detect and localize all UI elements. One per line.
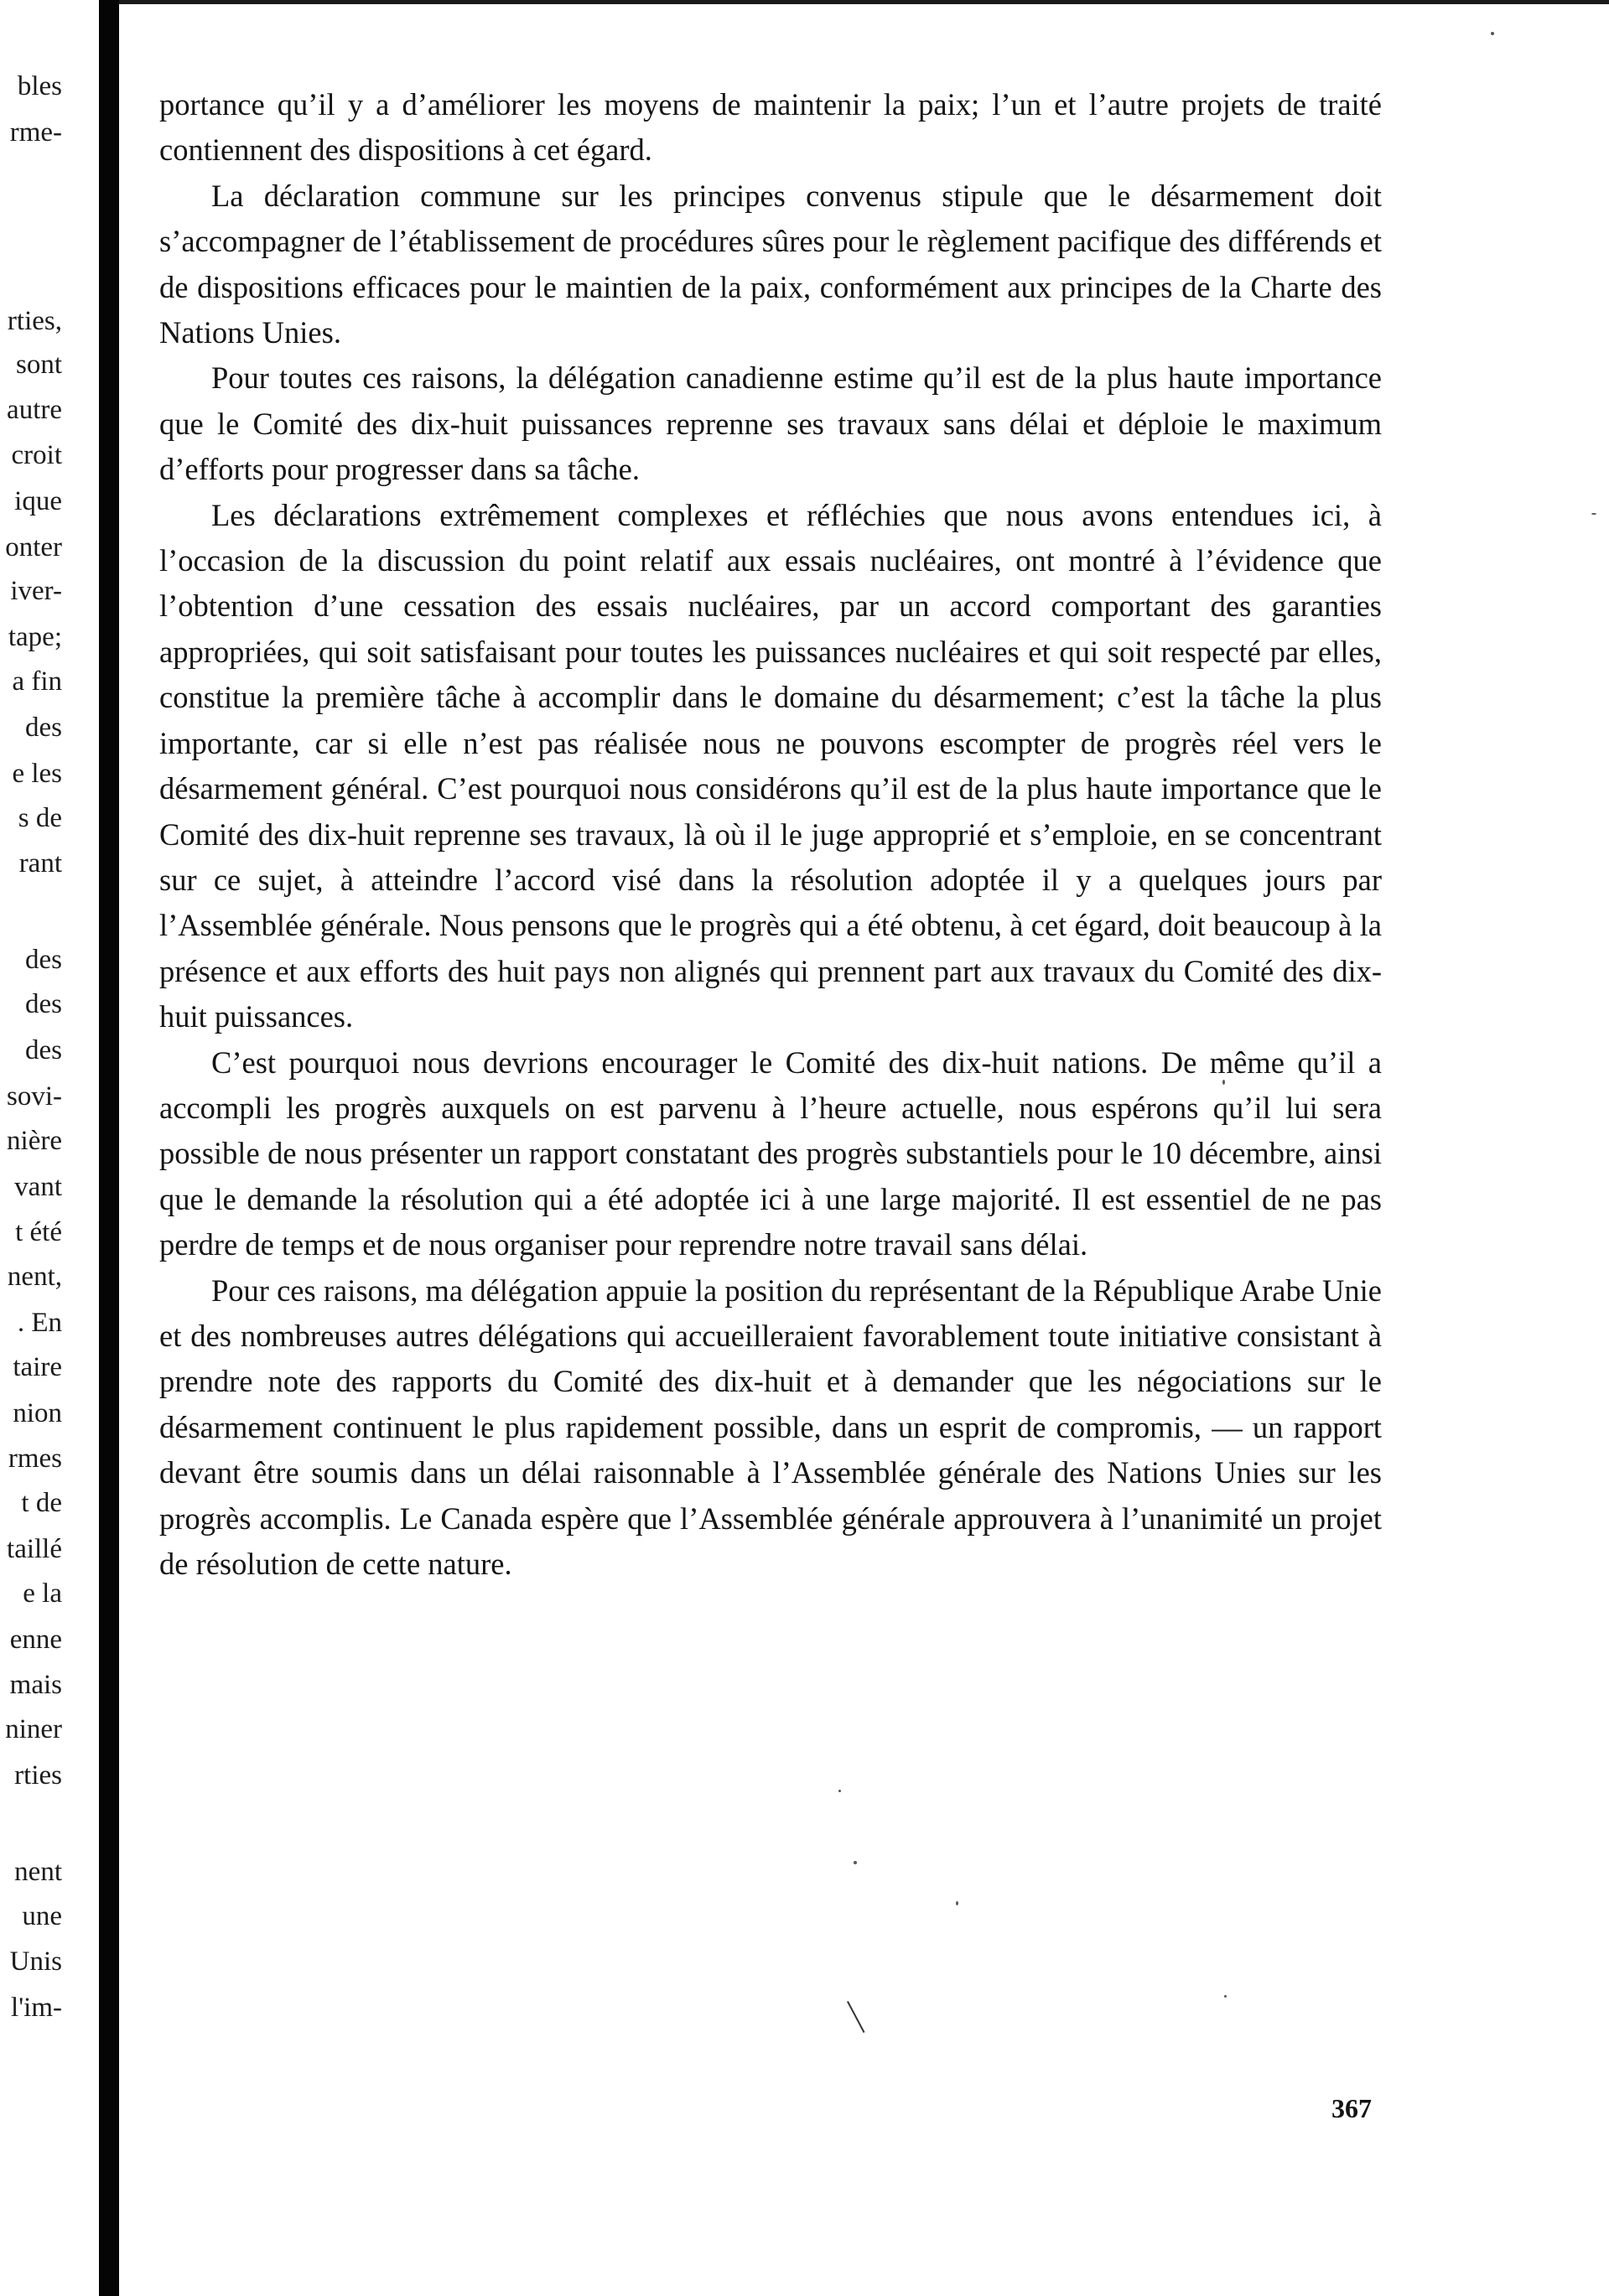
paragraph-6: Pour ces raisons, ma délégation appuie la position du représentant de la République Arabe Unie et des nombreuses autres délégations qui accueilleraient favorablement toute initiative consistant à prendre note des rapports du Comité des dix-huit et à demander que les négociations sur le désarmement continuent le plus rapidement possible, dans un esprit de compromis, — un rapport devant être soumis dans un délai raisonnable à l’Assemblée générale des Nations Unies sur les progrès accomplis. Le Canada espère que l’Assemblée générale approuvera à l’unanimité un projet de résolution de cette nature. — [159, 1272, 1382, 1581]
facing-page-fragment: rme- — [9, 117, 62, 148]
scan-speck — [838, 1790, 841, 1792]
paragraph-3: Pour toutes ces raisons, la délégation canadienne estime qu’il est de la plus haute importance que le Comité des dix-huit puissances reprenne ses travaux sans délai et déploie le maximum d’efforts pour progresser dans sa tâche. — [159, 360, 1382, 487]
scan-scratch — [847, 2001, 864, 2033]
facing-page-fragment: des — [25, 945, 62, 975]
paragraph-4: Les déclarations extrêmement complexes et réfléchies que nous avons entendues ici, à l’occasion de la discussion du point relatif aux essais nucléaires, ont montré à l’évidence que l’obtention d’une cessation des essais nucléaires, par un accord comportant des garanties appropriées, qui soit satisfaisant pour toutes les puissances nucléaires et qui soit respecté par elles, constitue la première tâche à accomplir dans le domaine du désarmement; c’est la tâche la plus importante, car si elle n’est pas réalisée nous ne pouvons escompter de progrès réel vers le désarmement général. C’est pourquoi nous considérons qu’il est de la plus haute importance que le Comité des dix-huit reprenne ses travaux, là où il le juge approprié et s’emploie, en se concentrant sur ce sujet, à atteindre l’accord visé dans la résolution adoptée il y a quelques jours par l’Assemblée générale. Nous pensons que le progrès qui a été obtenu, à cet égard, doit beaucoup à la présence et aux efforts des huit pays non alignés qui prennent part aux travaux du Comité des dix-huit puissances. — [159, 497, 1382, 1034]
facing-page-margin — [0, 0, 99, 2296]
paragraph-2: La déclaration commune sur les principes convenus stipule que le désarmement doit s’accompagner de l’établissement de procédures sûres pour le règlement pacifique des différends et de dispositions efficaces pour le maintien de la paix, conformément aux principes de la Charte des Nations Unies. — [159, 178, 1382, 350]
facing-page-fragment: enne — [9, 1625, 62, 1655]
facing-page-fragment: des — [25, 713, 62, 743]
facing-page-fragment: sont — [15, 350, 62, 380]
page-number: 367 — [1331, 2093, 1372, 2123]
facing-page-fragment: t été — [15, 1217, 62, 1247]
facing-page-fragment: taire — [13, 1352, 62, 1382]
scan-top-edge — [119, 0, 1609, 4]
facing-page-fragment: niner — [5, 1714, 62, 1744]
facing-page-fragment: l'im- — [11, 1993, 62, 2023]
facing-page-fragment: ique — [14, 486, 62, 516]
book-binding-shadow — [99, 0, 119, 2296]
facing-page-fragment: des — [25, 989, 62, 1019]
facing-page-fragment: vant — [14, 1172, 62, 1202]
scan-speck — [854, 1861, 857, 1864]
facing-page-fragment: e les — [12, 759, 62, 789]
paragraph-5: C’est pourquoi nous devrions encourager le Comité des dix-huit nations. De même qu’il a accompli les progrès auxquels on est parvenu à l’heure actuelle, nous espérons qu’il lui sera possible de nous présenter un rapport constatant des progrès substantiels pour le 10 décembre, ainsi que le demande la résolution qui a été adoptée ici à une large majorité. Il est essentiel de ne pas perdre de temps et de nous organiser pour reprendre notre travail sans délai. — [159, 1044, 1382, 1262]
facing-page-fragment: rties, — [7, 306, 62, 336]
facing-page-fragment: tape; — [8, 622, 62, 652]
facing-page-fragment: mais — [9, 1670, 62, 1700]
facing-page-fragment: . En — [17, 1308, 62, 1338]
facing-page-fragment: nion — [13, 1398, 62, 1428]
facing-page-fragment: rant — [18, 848, 62, 878]
scan-speck — [1491, 32, 1494, 35]
facing-page-fragment: autre — [7, 395, 62, 425]
facing-page-fragment: nière — [7, 1126, 62, 1156]
scan-speck — [1224, 1995, 1227, 1998]
facing-page-fragment: bles — [17, 71, 62, 101]
facing-page-fragment: rties — [14, 1760, 62, 1791]
facing-page-fragment: sovi- — [7, 1081, 62, 1112]
page-body — [159, 82, 1382, 1587]
facing-page-fragment: iver- — [10, 576, 62, 606]
facing-page-fragment: Unis — [9, 1946, 62, 1977]
scan-speck — [1591, 513, 1596, 515]
facing-page-fragment: a fin — [12, 666, 62, 697]
scan-speck — [1222, 1080, 1225, 1085]
facing-page-fragment: une — [22, 1901, 62, 1931]
facing-page-fragment: s de — [18, 803, 62, 833]
facing-page-fragment: rmes — [8, 1443, 62, 1474]
facing-page-fragment: nent — [14, 1857, 62, 1887]
facing-page-fragment: taillé — [7, 1534, 62, 1564]
paragraph-1: portance qu’il y a d’améliorer les moyens de maintenir la paix; l’un et l’autre projets de traité contiennent des dispositions à cet égard. — [159, 87, 1382, 168]
facing-page-fragment: onter — [5, 532, 62, 562]
facing-page-fragment: des — [25, 1035, 62, 1065]
facing-page-fragment: croit — [11, 440, 62, 470]
facing-page-fragment: nent, — [7, 1262, 62, 1292]
facing-page-fragment: t de — [21, 1488, 62, 1518]
scan-speck — [956, 1901, 958, 1905]
facing-page-fragment: e la — [23, 1578, 62, 1609]
